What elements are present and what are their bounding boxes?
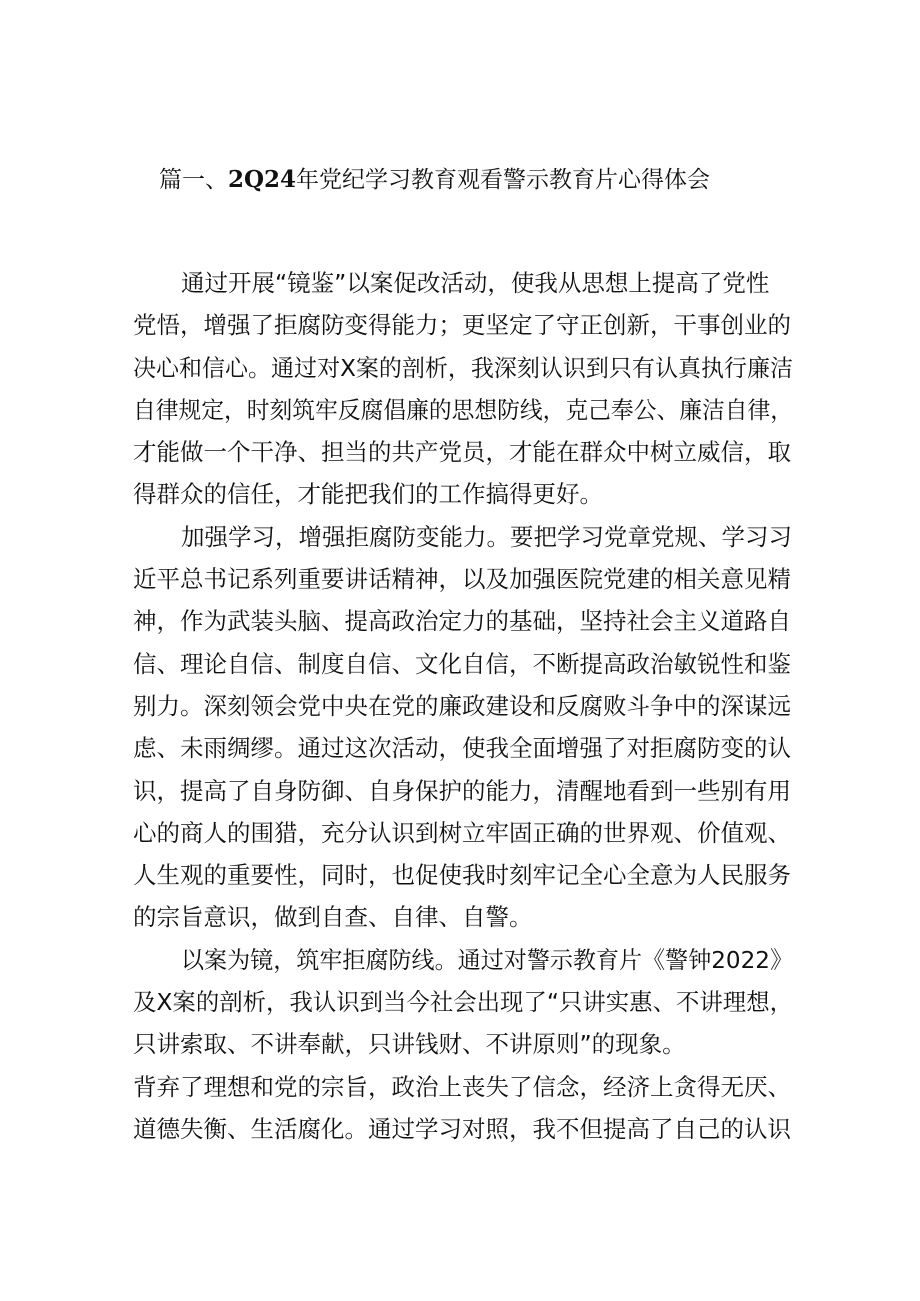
text-line-content: 以案为镜，筑牢拒腐防线。通过对警示教育片《警钟2022》 (181, 945, 793, 974)
text-line-content: 信、理论自信、制度自信、文化自信，不断提高政治敏锐性和鉴 (133, 649, 791, 678)
text-line-content: 得群众的信任，才能把我们的工作搞得更好。 (133, 480, 603, 509)
title-suffix: 年党纪学习教育观看警示教育片心得体会 (296, 167, 711, 193)
text-line (133, 1023, 793, 1065)
text-line (133, 981, 793, 1023)
text-line-content: 才能做一个干净、担当的共产党员，才能在群众中树立威信，取 (133, 438, 791, 467)
text-line (133, 600, 793, 642)
document-title (159, 160, 710, 200)
text-line-content: 人生观的重要性，同时，也促使我时刻牢记全心全意为人民服务 (133, 861, 791, 890)
text-line-content: 识，提高了自身防御、自身保护的能力，清醒地看到一些别有用 (133, 776, 791, 805)
text-line-content: 通过开展“镜鉴”以案促改活动，使我从思想上提高了党性 (181, 269, 770, 297)
text-line (133, 473, 793, 515)
text-line (133, 262, 793, 304)
text-line (133, 812, 793, 854)
text-line (133, 727, 793, 769)
text-line-content: 别力。深刻领会党中央在党的廉政建设和反腐败斗争中的深谋远 (133, 691, 791, 720)
text-line (133, 770, 793, 812)
text-line (133, 347, 793, 389)
document-body (133, 262, 793, 1150)
text-line (133, 896, 793, 938)
text-line (133, 304, 793, 346)
text-line-content: 党悟，增强了拒腐防变得能力；更坚定了守正创新，干事创业的 (133, 311, 791, 340)
title-prefix: 篇一、 (159, 167, 228, 193)
text-line-content: 加强学习，增强拒腐防变能力。要把学习党章党规、学习习 (181, 522, 792, 551)
text-line-content: 虑、未雨绸缪。通过这次活动，使我全面增强了对拒腐防变的认 (133, 734, 791, 763)
text-line (133, 431, 793, 473)
text-line (133, 389, 793, 431)
text-line-content: 及X案的剖析，我认识到当今社会出现了“只讲实惠、不讲理想， (133, 988, 793, 1017)
title-year: 2Q24 (228, 166, 297, 193)
text-line (133, 643, 793, 685)
text-line-content: 神，作为武装头脑、提高政治定力的基础，坚持社会主义道路自 (133, 607, 791, 636)
text-line-content: 只讲索取、不讲奉献，只讲钱财、不讲原则”的现象。 (133, 1030, 686, 1059)
text-line-content: 心的商人的围猎，充分认识到树立牢固正确的世界观、价值观、 (133, 818, 791, 847)
text-line-content: 道德失衡、生活腐化。通过学习对照，我不但提高了自己的认识 (133, 1114, 791, 1143)
text-line (133, 1066, 793, 1108)
text-line (133, 516, 793, 558)
text-line-content: 决心和信心。通过对X案的剖析，我深刻认识到只有认真执行廉洁 (133, 353, 793, 382)
text-line (133, 558, 793, 600)
text-line-content: 背弃了理想和党的宗旨，政治上丧失了信念，经济上贪得无厌、 (133, 1072, 791, 1101)
text-line-content: 自律规定，时刻筑牢反腐倡廉的思想防线，克己奉公、廉洁自律， (133, 395, 793, 424)
text-line (133, 939, 793, 981)
text-line (133, 854, 793, 896)
text-line (133, 685, 793, 727)
text-line-content: 近平总书记系列重要讲话精神，以及加强医院党建的相关意见精 (133, 565, 791, 594)
text-line-content: 的宗旨意识，做到自查、自律、自警。 (133, 903, 533, 932)
text-line (133, 1108, 793, 1150)
